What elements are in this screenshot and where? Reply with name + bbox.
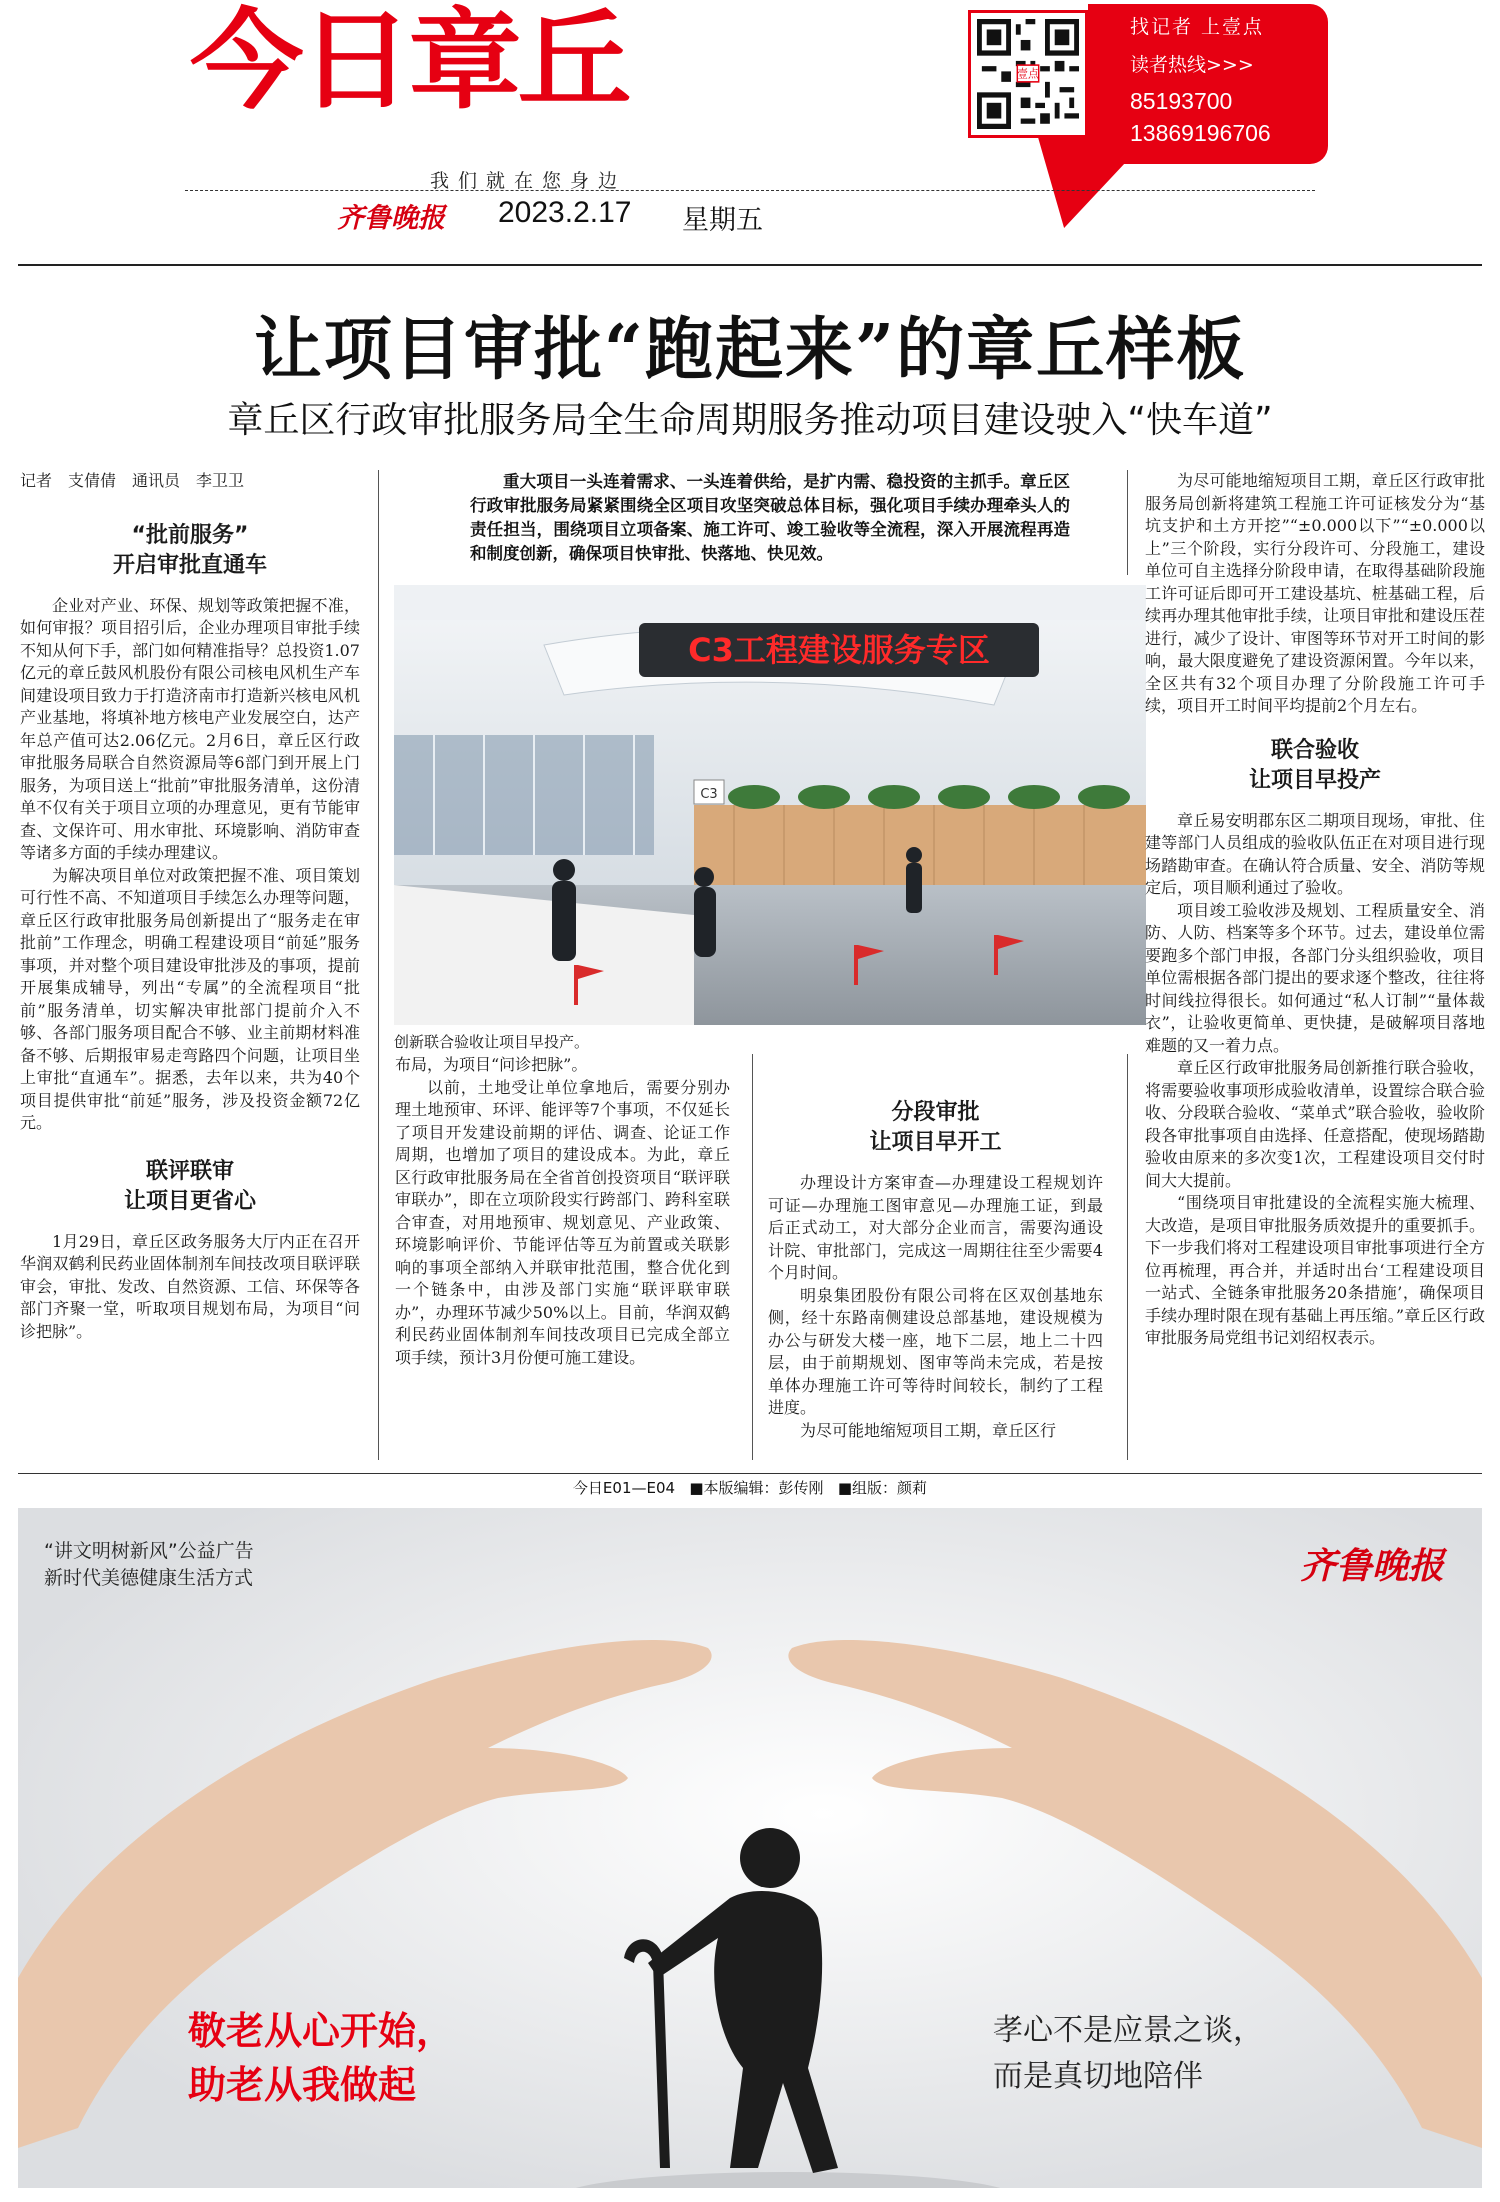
paragraph: 明泉集团股份有限公司将在区双创基地东侧，经十东路南侧建设总部基地，建设规模为办公与研发大楼一座，地下二层，地上二十四层，由于前期规划、图审等尚未完成，若是按单体办理施工许可等待时间较长，制约了工程进度。 <box>768 1285 1103 1417</box>
section-heading-4 <box>1145 736 1485 796</box>
paragraph: 为解决项目单位对政策把握不准、项目策划可行性不高、不知道项目手续怎么办理等问题，章丘区行政审批服务局创新提出了“服务走在审批前”工作理念，明确工程建设项目“前延”服务事项，并对整个项目建设审批涉及的事项，提前开展集成辅导，列出“专属”的全流程项目“批前”服务清单，切实解决审批部门提前介入不够、各部门服务项目配合不够、业主前期材料准备不够、后期报审易走弯路四个问题，让项目坐上审批“直通车”。据悉，去年以来，共为40个项目提供审批“前延”服务，涉及投资金额72亿元。 <box>20 865 360 1132</box>
ad-tagline-2: 新时代美德健康生活方式 <box>44 1567 254 1589</box>
article-headline: 让项目审批“跑起来”的章丘样板 <box>253 310 1247 390</box>
masthead-bottom-rule <box>18 264 1482 266</box>
section-heading-2-line-a: 联评联审 <box>145 1158 234 1184</box>
qr-code-box[interactable] <box>968 10 1088 138</box>
section-heading-1 <box>20 521 360 581</box>
article-subheadline: 章丘区行政审批服务局全生命周期服务推动项目建设驶入“快车道” <box>227 400 1273 441</box>
ad-slogan-black-2: 而是真切地陪伴 <box>993 2059 1203 2094</box>
article-lead: 重大项目一头连着需求、一头连着供给，是扩内需、稳投资的主抓手。章丘区行政审批服务局紧紧围绕全区项目攻坚突破总体目标，强化项目手续办理牵头人的责任担当，围绕项目立项备案、施工许可、竣工验收等全流程，深入开展流程再造和制度创新，确保项目快审批、快落地、快见效。 <box>470 472 1070 563</box>
footer-rule <box>18 1473 1482 1474</box>
photo-caption: 创新联合验收让项目早投产。 <box>394 1033 590 1051</box>
masthead-slogan: 我们就在您身边 <box>430 170 627 192</box>
hotline-phone-1[interactable]: 85193700 <box>1130 88 1233 114</box>
column-divider <box>752 1054 753 1460</box>
section-heading-2 <box>20 1157 360 1217</box>
qr-label: 壹点 <box>1017 67 1039 81</box>
paragraph: 1月29日，章丘区政务服务大厅内正在召开华润双鹤利民药业固体制剂车间技改项目联评联审会，审批、发改、自然资源、工信、环保等各部门齐聚一堂，听取项目规划布局，为项目“问诊把脉”。 <box>20 1231 360 1341</box>
section-heading-3-line-a: 分段审批 <box>891 1100 980 1125</box>
section-heading-4-line-b: 让项目早投产 <box>1248 767 1381 793</box>
ad-tagline-1: “讲文明树新风”公益广告 <box>44 1540 254 1562</box>
ad-slogan-red <box>188 2004 454 2112</box>
callout-line-2: 读者热线>>> <box>1130 54 1254 76</box>
paragraph-continued: 布局，为项目“问诊把脉”。 <box>395 1055 588 1074</box>
paragraph: 办理设计方案审查—办理建设工程规划许可证—办理施工图审意见—办理施工证，到最后正式动工，对大部分企业而言，需要沟通设计院、审批部门，完成这一周期往往至少需要4个月时间。 <box>768 1173 1103 1282</box>
publication-date: 2023.2.17 <box>498 196 632 229</box>
paragraph: “围绕项目审批建设的全流程实施大梳理、大改造，是项目审批服务质效提升的重要抓手。下一步我们将对工程建设项目审批事项进行全方位再梳理，再合并，并适时出台‘工程建设项目一站式、全链条审批服务20条措施’，确保项目手续办理时限在现有基础上再压缩。”章丘区行政审批服务局党组书记刘绍权表示。 <box>1145 1193 1485 1347</box>
paragraph: 为尽可能地缩短项目工期，章丘区行政审批服务局创新将建筑工程施工许可证核发分为“基坑支护和土方开挖”“±0.000以下”“±0.000以上”三个阶段，实行分段许可、分段施工，建设单位可自主选择分阶段申请，在取得基础阶段施工许可证后即可开工建设基坑、桩基础工程，后续再办理其他审批手续，让项目审批和建设压茬进行，减少了设计、审图等环节对开工时间的影响，最大限度避免了建设资源闲置。今年以来，全区共有32个项目办理了分阶段施工许可手续，项目开工时间平均提前2个月左右。 <box>1145 471 1485 715</box>
footer-proof: ■组版：颜莉 <box>837 1479 928 1497</box>
ad-slogan-black <box>993 2008 1263 2100</box>
ad-brand-logo: 齐鲁晚报 <box>1299 1545 1444 1587</box>
section-heading-3 <box>768 1098 1103 1158</box>
ad-slogan-red-1: 敬老从心开始， <box>188 2008 455 2053</box>
page-footer <box>0 1477 1500 1498</box>
paragraph: 项目竣工验收涉及规划、工程质量安全、消防、人防、档案等多个环节。过去，建设单位需要跑多个部门申报，各部门分头组织验收，项目单位需根据各部门提出的要求逐个整改，往往将时间线拉得很长。如何通过“私人订制”“量体裁衣”，让验收更简单、更快捷，是破解项目落地难题的又一着力点。 <box>1145 900 1485 1055</box>
paragraph: 章丘易安明郡东区二期项目现场，审批、住建等部门人员组成的验收队伍正在对项目进行现场踏勘审查。在确认符合质量、安全、消防等规定后，项目顺利通过了验收。 <box>1145 810 1485 897</box>
publication-weekday: 星期五 <box>682 205 763 236</box>
paragraph: 企业对产业、环保、规划等政策把握不准，如何审报？项目招引后，企业办理项目审批手续不知从何下手，部门如何精准指导？总投资1.07亿元的章丘鼓风机股份有限公司核电风机生产车间建设项目致力于打造济南市打造新兴核电风机产业基地，将填补地方核电产业发展空白，达产年总产值可达2.06亿元。2月6日，章丘区行政审批服务局联合自然资源局等6部门到开展上门服务，为项目送上“批前”审批服务清单，这份清单不仅有关于项目立项的办理意见，更有节能审查、文保许可、用水审批、环境影响、消防审查等诸多方面的手续办理建议。 <box>20 595 360 862</box>
callout-line-1: 找记者 上壹点 <box>1130 16 1265 38</box>
hotline-phone-2[interactable]: 13869196706 <box>1130 120 1271 146</box>
service-hall-photo-icon <box>394 585 1146 1025</box>
column-divider <box>378 470 379 1460</box>
footer-pages: 今日E01—E04 <box>572 1479 676 1497</box>
paragraph: 章丘区行政审批服务局创新推行联合验收，将需要验收事项形成验收清单，设置综合联合验收、分段联合验收、“菜单式”联合验收，验收阶段各审批事项自由选择、任意搭配，使现场踏勘验收由原来的多次变1次，工程建设项目交付时间大大提前。 <box>1145 1058 1485 1190</box>
masthead-title: 今日章丘 <box>190 0 627 124</box>
ad-tagline <box>44 1538 254 1592</box>
column-divider <box>1127 1054 1128 1460</box>
section-heading-1-line-a: “批前服务” <box>131 522 249 548</box>
ad-slogan-black-1: 孝心不是应景之谈， <box>993 2013 1263 2048</box>
qr-code-icon <box>977 19 1079 129</box>
article-byline: 记者 支倩倩 通讯员 李卫卫 <box>20 471 245 490</box>
ad-slogan-red-2: 助老从我做起 <box>188 2062 417 2107</box>
masthead <box>0 0 1500 265</box>
section-heading-3-line-b: 让项目早开工 <box>869 1130 1002 1155</box>
column-3 <box>768 1098 1103 1442</box>
paper-logo: 齐鲁晚报 <box>337 203 445 234</box>
public-service-ad[interactable] <box>18 1508 1482 2188</box>
section-heading-4-line-a: 联合验收 <box>1270 737 1359 763</box>
column-4 <box>1145 470 1485 1350</box>
article-photo[interactable] <box>394 585 1146 1025</box>
photo-sign-text: C3工程建设服务专区 <box>688 631 990 669</box>
column-divider <box>1127 470 1128 575</box>
section-heading-1-line-b: 开启审批直通车 <box>112 552 267 578</box>
footer-editor: ■本版编辑：彭传刚 <box>689 1479 824 1497</box>
column-2 <box>395 1054 730 1369</box>
section-heading-2-line-b: 让项目更省心 <box>123 1188 256 1214</box>
paragraph: 以前，土地受让单位拿地后，需要分别办理土地预审、环评、能评等7个事项，不仅延长了项目开发建设前期的评估、调查、论证工作周期，也增加了项目的建设成本。为此，章丘区行政审批服务局在全省首创投资项目“联评联审联办”，即在立项阶段实行跨部门、跨科室联合审查，对用地预审、规划意见、产业政策、环境影响评价、节能评估等互为前置或关联影响的事项全部纳入并联审批范围，整合优化到一个链条中，由涉及部门实施“联评联审联办”，办理环节减少50%以上。目前，华润双鹤利民药业固体制剂车间技改项目已完成全部立项手续，预计3月份便可施工建设。 <box>395 1077 730 1367</box>
photo-c3-text: C3 <box>700 787 718 802</box>
masthead-divider <box>185 190 1315 191</box>
column-1 <box>20 470 360 1343</box>
paragraph: 为尽可能地缩短项目工期，章丘区行 <box>800 1420 1057 1440</box>
